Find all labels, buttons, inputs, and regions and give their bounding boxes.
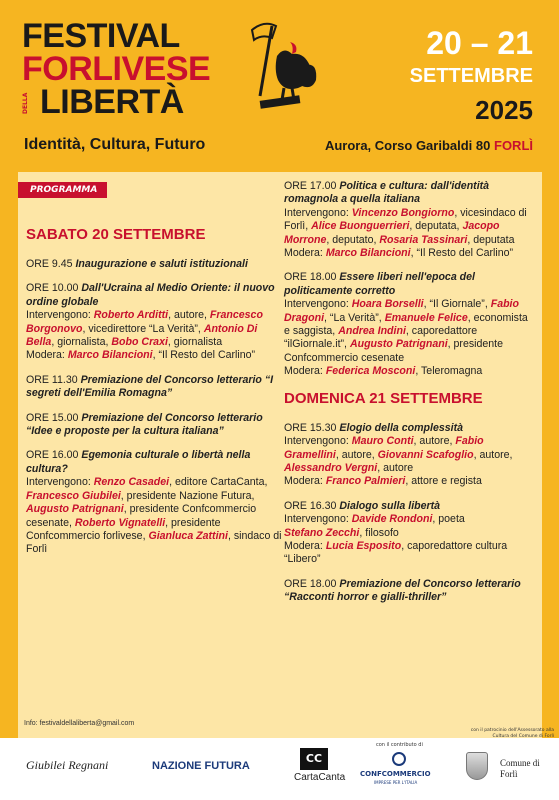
speaker-role: , economista e saggista,: [284, 311, 528, 338]
speaker-role: , filosofo: [359, 526, 399, 539]
moderator-name: Franco Palmieri: [325, 475, 406, 488]
moderator-label: Modera:: [26, 349, 65, 362]
sunday-title: DOMENICA 21 SETTEMBRE: [284, 389, 483, 407]
cartacanta-logo-icon: CC: [300, 748, 328, 770]
speaker-name: Rosaria Tassinari: [379, 233, 468, 246]
event-time: ORE 17.00: [284, 180, 337, 192]
speaker-name: Renzo Casadei: [93, 476, 170, 489]
event-item: [284, 422, 536, 489]
speakers-label: Intervengono:: [284, 298, 349, 311]
speaker-role: , “Il Giornale”,: [423, 298, 488, 311]
title-prefix: DELLA: [22, 92, 29, 114]
title-line-3: LIBERTÀ: [40, 83, 184, 121]
event-time: ORE 9.45: [26, 258, 73, 270]
program-badge: PROGRAMMA: [18, 182, 107, 198]
venue: [325, 138, 533, 153]
moderator-label: Modera:: [284, 365, 323, 378]
speaker-role: , deputato,: [326, 233, 377, 246]
speaker-role: , deputata: [467, 233, 515, 246]
festival-logo: [22, 17, 242, 121]
info-email: Info: festivaldellaliberta@gmail.com: [24, 720, 135, 727]
speaker-role: , autore,: [335, 448, 375, 461]
moderator-name: Lucia Esposito: [325, 539, 402, 552]
event-time: ORE 15.00: [26, 411, 79, 424]
speaker-role: , presidente Confcommercio cesenate: [284, 338, 504, 364]
event-title: Elogio della complessità: [339, 421, 464, 434]
confcommercio-logo-icon: [392, 752, 406, 766]
sponsor-comune-forli: Comune di Forlì: [500, 758, 540, 779]
speaker-role: , autore,: [413, 435, 453, 448]
moderator-role: , caporedattore cultura “Libero”: [284, 539, 508, 566]
event-item: [26, 282, 282, 362]
speaker-name: Stefano Zecchi: [284, 526, 360, 539]
speaker-name: Hoara Borselli: [351, 298, 424, 311]
speaker-role: , autore,: [168, 309, 207, 322]
title-line-2: FORLIVESE: [22, 50, 211, 88]
event-item: [26, 449, 282, 556]
sponsor-giubilei-regnani: Giubilei Regnani: [26, 758, 109, 772]
contribution-label: con il contributo di: [376, 742, 423, 748]
event-time: ORE 16.00: [26, 449, 79, 462]
left-column: [26, 226, 282, 568]
title-line-1: FESTIVAL: [22, 17, 180, 55]
speakers-label: Intervengono:: [284, 206, 349, 219]
event-title: Premiazione del Concorso letterario “I segreti dell'Emilia Romagna”: [26, 373, 274, 400]
speakers-label: Intervengono:: [26, 476, 91, 489]
speaker-role: , autore: [377, 461, 414, 474]
event-title: Inaugurazione e saluti istituzionali: [75, 258, 248, 270]
speaker-name: Roberto Arditti: [93, 309, 169, 322]
speaker-role: , deputata,: [409, 220, 460, 233]
moderator-name: Marco Bilancioni: [67, 349, 153, 362]
event-time: ORE 16.30: [284, 499, 337, 512]
event-time: ORE 11.30: [26, 373, 78, 386]
speaker-name: Francesco Giubilei: [26, 489, 121, 502]
event-item: [26, 412, 282, 439]
speaker-name: Fabio Dragoni: [284, 298, 519, 324]
speaker-name: Jacopo Morrone: [284, 220, 500, 246]
speaker-name: Emanuele Felice: [384, 311, 468, 324]
event-item: [284, 578, 536, 605]
event-item: [26, 374, 282, 401]
speaker-name: Alice Buonguerrieri: [311, 220, 410, 233]
date-block: [410, 26, 533, 126]
speaker-role: , caporedattore “ilGiornale.it”,: [284, 325, 478, 351]
moderator-role: , attore e regista: [405, 475, 482, 488]
coat-of-arms-icon: [466, 752, 488, 780]
speaker-role: , vicesindaco di Forlì,: [284, 206, 527, 233]
speaker-name: Roberto Vignatelli: [74, 516, 166, 529]
moderator-label: Modera:: [284, 475, 323, 488]
festival-month: SETTEMBRE: [409, 65, 533, 87]
speaker-name: Giovanni Scafoglio: [377, 448, 474, 461]
right-column: [284, 180, 536, 616]
sponsor-nazione-futura: NAZIONE FUTURA: [152, 760, 250, 772]
speaker-role: , giornalista: [167, 336, 223, 349]
rooster-icon: [232, 16, 322, 116]
event-time: ORE 18.00: [284, 271, 337, 284]
speaker-role: , editore CartaCanta,: [169, 476, 268, 489]
speaker-name: Alessandro Vergni: [284, 461, 378, 474]
speaker-role: , vicedirettore “La Verità”,: [82, 322, 201, 335]
venue-city: FORLÌ: [494, 138, 533, 153]
event-title: Essere liberi nell'epoca del politicamente corretto: [284, 271, 475, 297]
speaker-name: Augusto Patrignani: [349, 338, 448, 351]
event-title: Premiazione del Concorso letterario “Racconti horror e gialli-thriller”: [284, 577, 521, 604]
speaker-name: Fabio Gramellini: [284, 435, 484, 461]
speakers-label: Intervengono:: [284, 435, 349, 448]
festival-dates: 20 – 21: [426, 25, 533, 61]
sponsor-confcommercio: CONFCOMMERCIO: [360, 770, 431, 778]
moderator-name: Federica Mosconi: [325, 365, 416, 378]
festival-year: 2025: [475, 95, 533, 125]
speakers-label: Intervengono:: [26, 309, 91, 322]
moderator-label: Modera:: [284, 247, 323, 260]
event-item: [284, 271, 536, 378]
tagline: Identità, Cultura, Futuro: [24, 136, 206, 153]
sponsor-cartacanta: CartaCanta: [294, 772, 346, 783]
speaker-name: Bobo Craxi: [111, 336, 168, 349]
speakers-label: Intervengono:: [284, 513, 349, 526]
speaker-name: Antonio Di Bella: [26, 322, 258, 349]
event-time: ORE 18.00: [284, 577, 337, 590]
event-title: Politica e cultura: dall'identità romagnola a quella italiana: [284, 180, 490, 206]
moderator-label: Modera:: [284, 539, 323, 552]
speaker-role: , sindaco di Forlì: [26, 529, 282, 556]
speaker-role: , “La Verità”,: [324, 311, 382, 324]
speaker-role: , giornalista,: [51, 336, 109, 349]
speaker-name: Mauro Conti: [351, 435, 414, 448]
speaker-name: Augusto Patrignani: [26, 503, 124, 516]
moderator-role: , “Il Resto del Carlino”: [152, 349, 256, 362]
event-title: Dall'Ucraina al Medio Oriente: il nuovo ordine globale: [26, 282, 275, 308]
header: [0, 0, 559, 170]
event-title: Dialogo sulla libertà: [339, 499, 441, 512]
event-item: [284, 500, 536, 567]
moderator-role: , “Il Resto del Carlino”: [410, 247, 514, 260]
confcommercio-subtitle: IMPRESE PER L'ITALIA: [374, 780, 418, 785]
event-title: Egemonia culturale o libertà nella cultura?: [26, 449, 251, 475]
speaker-role: , presidente Confcommercio forlivese,: [26, 516, 221, 542]
event-time: ORE 10.00: [26, 282, 79, 295]
event-item: [26, 258, 282, 271]
speaker-name: Vincenzo Bongiorno: [351, 206, 455, 219]
speaker-role: , presidente Nazione Futura,: [120, 489, 255, 502]
speaker-role: , presidente Confcommercio cesenate,: [26, 503, 257, 529]
speaker-name: Andrea Indini: [338, 325, 406, 338]
speaker-name: Davide Rondoni: [351, 513, 433, 526]
event-time: ORE 15.30: [284, 421, 337, 434]
venue-address: Aurora, Corso Garibaldi 80: [324, 138, 491, 153]
patronage-label: con il patrocinio dell'Assessorato alla Cultura del Comune di Forlì: [470, 728, 554, 739]
speaker-role: , poeta: [432, 513, 465, 526]
saturday-title: SABATO 20 SETTEMBRE: [26, 226, 206, 243]
event-item: [284, 180, 536, 260]
event-title: Premiazione del Concorso letterario “Idee e proposte per la cultura italiana”: [26, 411, 263, 438]
program-panel: [18, 172, 542, 738]
speaker-name: Gianluca Zattini: [148, 529, 228, 542]
speaker-name: Francesco Borgonovo: [26, 309, 263, 335]
moderator-role: , Teleromagna: [415, 365, 483, 378]
speaker-role: , autore,: [473, 448, 513, 461]
moderator-name: Marco Bilancioni: [325, 247, 411, 260]
